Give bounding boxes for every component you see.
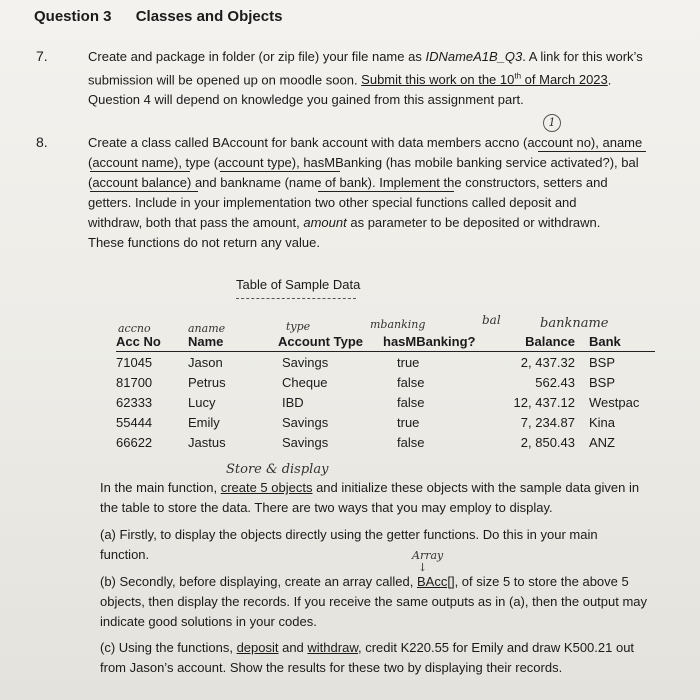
text-span: Create and package in folder (or zip file) your file name as bbox=[88, 49, 426, 64]
column-header: hasMBanking? bbox=[383, 334, 489, 352]
cell: true bbox=[397, 415, 420, 430]
deadline-underlined bbox=[361, 72, 608, 87]
table-row bbox=[116, 412, 655, 432]
cell: true bbox=[397, 355, 420, 370]
cell: Emily bbox=[188, 415, 220, 430]
cell: false bbox=[397, 395, 425, 410]
cell: 12, 437.12 bbox=[513, 395, 575, 410]
circled-note: 1 bbox=[543, 114, 561, 132]
text-span: , of size 5 to store the above 5 bbox=[454, 574, 629, 589]
column-header: Acc No bbox=[116, 334, 188, 352]
item-8-line: (account balance) and bankname (name of bank). Implement the constructors, setters and bbox=[88, 175, 608, 190]
text-span: (b) Secondly, before displaying, create an array called, bbox=[100, 574, 417, 589]
withdraw-word: withdraw bbox=[307, 640, 358, 655]
pen-underline bbox=[220, 171, 340, 172]
table-row bbox=[116, 372, 655, 392]
text-span: . A link for this work’s bbox=[522, 49, 643, 64]
cell: Cheque bbox=[282, 375, 328, 390]
table-row bbox=[116, 432, 655, 452]
sample-data-table bbox=[116, 334, 655, 452]
cell: 2, 437.32 bbox=[520, 355, 575, 370]
hand-label-type: type bbox=[286, 320, 311, 333]
item-8-line: These functions do not return any value. bbox=[88, 235, 320, 250]
item-7-line-2 bbox=[88, 67, 678, 90]
column-header: Balance bbox=[489, 334, 589, 352]
item-8-line: Create a class called BAccount for bank account with data members accno (account no), aname bbox=[88, 135, 643, 150]
hand-label-mbanking: mbanking bbox=[370, 318, 426, 331]
underlined-phrase: create 5 objects bbox=[220, 480, 313, 495]
pen-underline bbox=[90, 191, 198, 192]
pen-underline bbox=[538, 151, 646, 152]
cell: IBD bbox=[282, 395, 304, 410]
part-b-line-1 bbox=[100, 572, 690, 592]
item-8-line: getters. Include in your implementation two other special functions called deposit and bbox=[88, 195, 577, 210]
part-a-line-2: function. bbox=[100, 547, 150, 562]
text-span: . bbox=[607, 72, 612, 88]
cell: false bbox=[397, 435, 425, 450]
cell: Savings bbox=[282, 415, 329, 430]
cell: Westpac bbox=[589, 395, 640, 410]
text-span: In the main function, bbox=[100, 480, 221, 495]
dashed-divider bbox=[236, 298, 356, 299]
hand-label-accno: accno bbox=[118, 322, 151, 335]
question-header bbox=[34, 8, 282, 25]
cell: BSP bbox=[589, 375, 616, 390]
text-span: as parameter to be deposited or withdrawn. bbox=[346, 215, 601, 230]
part-b bbox=[100, 572, 690, 632]
hand-note-store-display: Store & display bbox=[226, 462, 329, 477]
amount-param: amount bbox=[303, 215, 347, 230]
cell: Savings bbox=[282, 355, 329, 370]
cell: Lucy bbox=[188, 395, 216, 410]
cell: 66622 bbox=[116, 435, 153, 450]
cell: ANZ bbox=[589, 435, 615, 450]
part-c-line-2: from Jason’s account. Show the results for these two by displaying their records. bbox=[100, 660, 563, 675]
hand-label-bal: bal bbox=[482, 313, 501, 327]
part-b-line-3: indicate good solutions in your codes. bbox=[100, 614, 317, 629]
part-c bbox=[100, 638, 690, 678]
table-header-row bbox=[116, 334, 655, 352]
text-span: and initialize these objects with the sample data given in bbox=[312, 480, 640, 495]
hand-label-bankname: bankname bbox=[540, 316, 609, 331]
cell: 62333 bbox=[116, 395, 153, 410]
item-7-line-1 bbox=[88, 47, 678, 67]
pen-underline bbox=[318, 191, 454, 192]
text-span: Submit this work on the 10 bbox=[361, 72, 515, 88]
item-7-text bbox=[88, 47, 678, 110]
hand-note-array: Array bbox=[412, 549, 444, 562]
hand-label-aname: aname bbox=[188, 322, 226, 335]
text-span: and bbox=[278, 640, 308, 655]
text-span: (c) Using the functions, bbox=[100, 640, 237, 655]
cell: Jason bbox=[188, 355, 223, 370]
pen-underline bbox=[90, 171, 190, 172]
part-b-line-2: objects, then display the records. If you receive the same outputs as in (a), then the output may bbox=[100, 594, 648, 609]
part-a-line-1: (a) Firstly, to display the objects directly using the getter functions. Do this in your main bbox=[100, 527, 598, 542]
item-7-line-3: Question 4 will depend on knowledge you gained from this assignment part. bbox=[88, 92, 524, 108]
text-span: submission will be opened up on moodle soon. bbox=[88, 72, 362, 88]
cell: false bbox=[397, 375, 425, 390]
column-header: Account Type bbox=[264, 334, 383, 352]
item-number-7: 7. bbox=[36, 48, 48, 64]
text-span: of March 2023 bbox=[521, 72, 608, 88]
cell: Petrus bbox=[188, 375, 226, 390]
table-title: Table of Sample Data bbox=[236, 277, 361, 292]
file-name: IDNameA1B_Q3 bbox=[425, 49, 523, 64]
table-row bbox=[116, 352, 655, 373]
cell: 7, 234.87 bbox=[520, 415, 575, 430]
table-row bbox=[116, 392, 655, 412]
cell: 2, 850.43 bbox=[520, 435, 575, 450]
deposit-word: deposit bbox=[236, 640, 279, 655]
text-span: , credit K220.55 for Emily and draw K500.21 out bbox=[357, 640, 635, 655]
text-span: withdraw, both that pass the amount, bbox=[88, 215, 304, 230]
part-c-line-1 bbox=[100, 638, 690, 658]
main-line-1 bbox=[100, 478, 680, 498]
cell: Savings bbox=[282, 435, 329, 450]
main-line-2: the table to store the data. There are two ways that you may employ to display. bbox=[100, 500, 553, 515]
cell: 81700 bbox=[116, 375, 153, 390]
item-8-line bbox=[88, 213, 678, 233]
cell: Kina bbox=[589, 415, 616, 430]
cell: 562.43 bbox=[535, 375, 575, 390]
cell: 55444 bbox=[116, 415, 153, 430]
item-number-8: 8. bbox=[36, 134, 48, 150]
cell: Jastus bbox=[188, 435, 226, 450]
array-name: BAcc[] bbox=[416, 574, 455, 589]
hand-arrow-icon: ↓ bbox=[418, 561, 428, 574]
column-header: Bank bbox=[589, 334, 655, 352]
item-8-line: (account name), type (account type), hasMBanking (has mobile banking service activated?), bal bbox=[88, 155, 639, 170]
question-number: Question 3 bbox=[34, 8, 112, 25]
column-header: Name bbox=[188, 334, 264, 352]
superscript: th bbox=[514, 72, 522, 81]
cell: BSP bbox=[589, 355, 616, 370]
cell: 71045 bbox=[116, 355, 153, 370]
main-instructions bbox=[100, 478, 680, 518]
question-title: Classes and Objects bbox=[135, 8, 283, 25]
part-a bbox=[100, 525, 680, 565]
